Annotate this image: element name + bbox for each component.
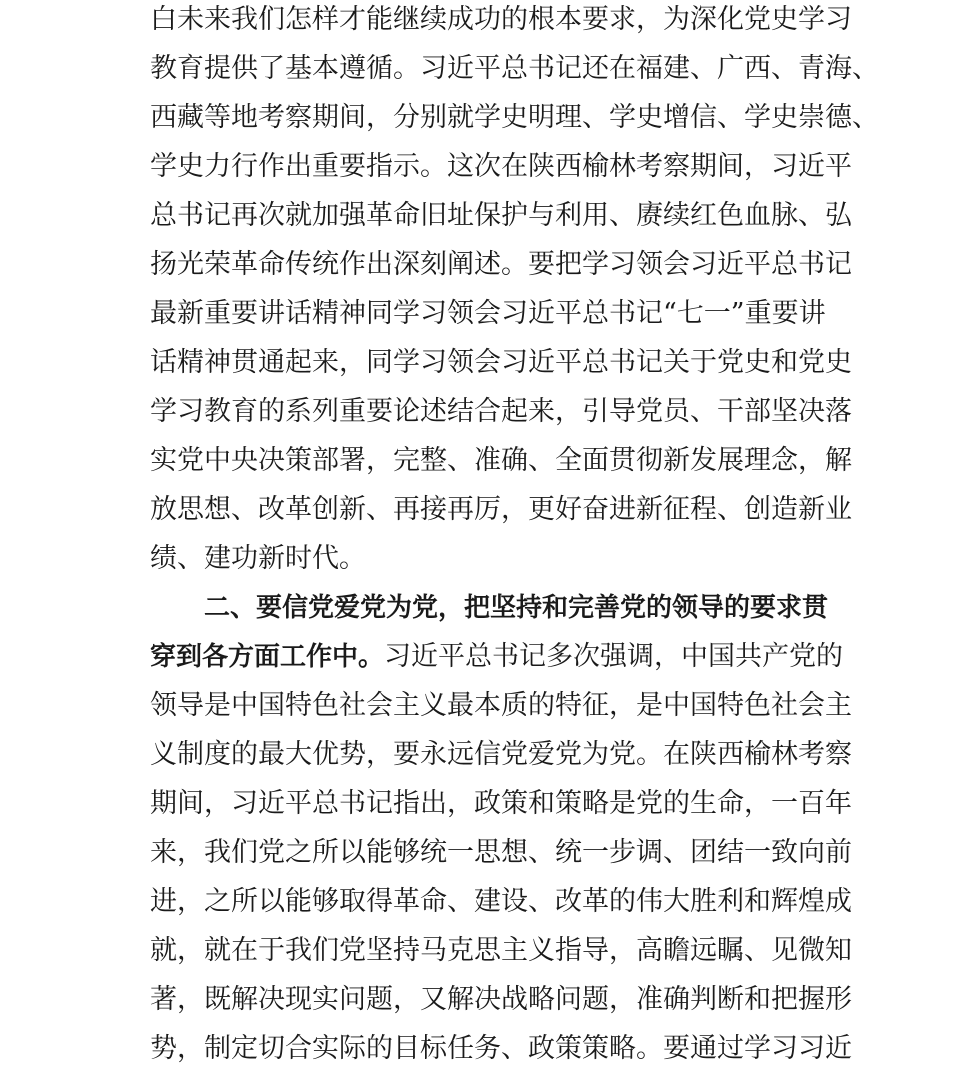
paragraph-line: 期间，习近平总书记指出，政策和策略是党的生命，一百年 [150, 788, 852, 819]
paragraph-line: 扬光荣革命传统作出深刻阐述。要把学习领会习近平总书记 [150, 249, 852, 280]
paragraph-line: 义制度的最大优势，要永远信党爱党为党。在陕西榆林考察 [150, 739, 852, 770]
paragraph-line: 话精神贯通起来，同学习领会习近平总书记关于党史和党史 [150, 347, 852, 378]
paragraph-line: 就，就在于我们党坚持马克思主义指导，高瞻远瞩、见微知 [150, 935, 852, 966]
paragraph-line: 学史力行作出重要指示。这次在陕西榆林考察期间，习近平 [150, 151, 852, 182]
section-heading-end: 穿到各方面工作中。 [150, 642, 385, 672]
paragraph-line: 白未来我们怎样才能继续成功的根本要求，为深化党史学习 [150, 4, 852, 35]
paragraph-text: 习近平总书记多次强调，中国共产党的 [384, 641, 844, 672]
paragraph-line: 总书记再次就加强革命旧址保护与利用、赓续红色血脉、弘 [150, 200, 852, 231]
paragraph-line: 进，之所以能够取得革命、建设、改革的伟大胜利和辉煌成 [150, 886, 852, 917]
paragraph-line: 来，我们党之所以能够统一思想、统一步调、团结一致向前 [150, 837, 852, 868]
section-heading: 二、要信党爱党为党，把坚持和完善党的领导的要求贯 [204, 593, 829, 623]
paragraph-line: 领导是中国特色社会主义最本质的特征，是中国特色社会主 [150, 690, 852, 721]
paragraph-line: 绩、建功新时代。 [150, 543, 366, 574]
paragraph-line: 学习教育的系列重要论述结合起来，引导党员、干部坚决落 [150, 396, 852, 427]
paragraph-line: 实党中央决策部署，完整、准确、全面贯彻新发展理念，解 [150, 445, 852, 476]
paragraph-line: 教育提供了基本遵循。习近平总书记还在福建、广西、青海、 [150, 53, 879, 84]
paragraph-line: 最新重要讲话精神同学习领会习近平总书记“七一”重要讲 [150, 298, 826, 329]
paragraph-line: 势，制定切合实际的目标任务、政策策略。要通过学习习近 [150, 1033, 852, 1064]
paragraph-line: 放思想、改革创新、再接再厉，更好奋进新征程、创造新业 [150, 494, 852, 525]
paragraph-line [150, 637, 844, 677]
paragraph-line: 西藏等地考察期间，分别就学史明理、学史增信、学史崇德、 [150, 102, 879, 133]
paragraph-line: 著，既解决现实问题，又解决战略问题，准确判断和把握形 [150, 984, 852, 1015]
